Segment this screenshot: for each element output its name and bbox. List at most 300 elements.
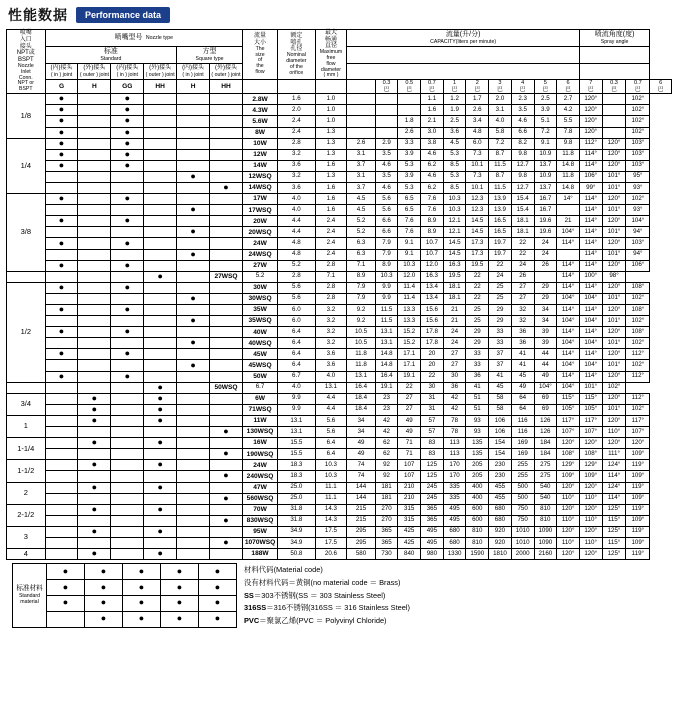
model-cell: 14W [242, 160, 277, 171]
free-en-5: ( mm ) [323, 72, 339, 79]
capacity-cell: 49 [534, 371, 557, 382]
capacity-cell: 6.3 [347, 249, 375, 260]
capacity-cell: 37 [489, 360, 512, 371]
capacity-cell: 600 [466, 515, 489, 526]
spray-angle-cell: 114° [579, 194, 602, 205]
capacity-cell: 27 [443, 360, 466, 371]
capacity-cell: 12.1 [443, 216, 466, 227]
free-flow-cell: 3.2 [315, 305, 347, 316]
capacity-cell: 7.9 [347, 293, 375, 304]
availability-dot: ● [58, 348, 65, 359]
spray-angle-cell: 109° [626, 515, 650, 526]
model-cell: 130WSQ [242, 427, 277, 438]
availability-dot: ● [58, 326, 65, 337]
spray-angle-cell: 120° [579, 94, 602, 105]
capacity-cell: 184 [534, 438, 557, 449]
code-text-2: ＝303不锈钢(SS ＝ 303 Stainless Steel) [253, 590, 386, 600]
availability-dot: ● [157, 437, 163, 448]
capacity-cell: 1.9 [443, 105, 466, 116]
nozzle-mark-cell [144, 160, 177, 171]
capacity-cell: 10.1 [466, 160, 489, 171]
capacity-cell: 4.5 [443, 138, 466, 149]
nozzle-mark-cell [111, 549, 144, 560]
capacity-cell: 19.5 [466, 260, 489, 271]
nozzle-mark-cell [111, 526, 144, 537]
model-cell: 24WSQ [242, 249, 277, 260]
availability-dot: ● [176, 565, 183, 576]
capacity-cell: 5.8 [489, 127, 512, 138]
capacity-cell: 3.9 [398, 149, 421, 160]
nozzle-mark-cell [210, 338, 243, 349]
capacity-cell: 1590 [466, 549, 489, 560]
availability-dot: ● [214, 581, 221, 592]
nozzle-mark-cell [111, 260, 144, 271]
orifice-cell: 5.2 [278, 260, 315, 271]
inlet-cn-2: 入口 [19, 37, 32, 43]
capacity-cell: 14.5 [466, 216, 489, 227]
nozzle-mark-cell [111, 316, 144, 327]
capacity-cell: 10.5 [347, 327, 375, 338]
capacity-cell: 16.4 [375, 371, 398, 382]
capacity-cell: 17.8 [421, 338, 444, 349]
table-row [7, 393, 672, 404]
capacity-cell: 4.6 [421, 171, 444, 182]
availability-dot: ● [176, 597, 183, 608]
free-flow-cell: 11.1 [315, 493, 347, 504]
nozzle-mark-cell [45, 194, 78, 205]
availability-dot: ● [157, 525, 163, 536]
spray-angle-cell: 115° [579, 393, 602, 404]
nozzle-mark-cell [111, 537, 144, 548]
nozzle-mark-cell [177, 260, 210, 271]
capacity-cell: 810 [466, 537, 489, 548]
nozzle-mark-cell [177, 415, 210, 426]
capacity-cell: 114° [557, 349, 580, 360]
nozzle-mark-cell [111, 438, 144, 449]
capacity-cell: 16.4 [347, 382, 375, 393]
capacity-cell: 495 [443, 504, 466, 515]
nozzle-mark-cell [210, 227, 243, 238]
capacity-cell: 13.7 [534, 160, 557, 171]
performance-table [6, 29, 672, 560]
nozzle-type-en: Nozzle type [145, 35, 174, 42]
nozzle-mark-cell [78, 327, 111, 338]
material-mark-cell [123, 611, 161, 627]
capacity-cell: 6.3 [347, 238, 375, 249]
capacity-cell: 26 [534, 260, 557, 271]
capacity-cell: 64 [511, 404, 534, 415]
free-cn-1: 最大 [324, 30, 337, 36]
spray-angle-cell: 120° [579, 438, 602, 449]
availability-dot: ● [190, 315, 196, 326]
material-mark-cell [47, 580, 85, 596]
free-flow-cell: 20.6 [315, 549, 347, 560]
nozzle-mark-cell [78, 427, 111, 438]
capacity-cell: 5.6 [375, 205, 398, 216]
model-cell: 190WSQ [242, 449, 277, 460]
material-mark-cell [161, 611, 199, 627]
model-cell: 70W [242, 504, 277, 515]
capacity-cell: 39 [534, 327, 557, 338]
nozzle-mark-cell [45, 338, 78, 349]
availability-dot: ● [91, 548, 98, 559]
spray-angle-cell: 120° [602, 138, 626, 149]
free-flow-cell: 2.4 [315, 249, 347, 260]
table-row [7, 127, 672, 138]
capacity-cell: 49 [347, 438, 375, 449]
nozzle-mark-cell [144, 327, 177, 338]
capacity-cn: 流量(升/分) [445, 30, 481, 38]
capacity-cell: 680 [443, 526, 466, 537]
capacity-cell: 6.5 [398, 194, 421, 205]
spray-angle-cell: 120° [579, 116, 602, 127]
availability-dot: ● [100, 581, 107, 592]
capacity-cell: 3.5 [375, 171, 398, 182]
spray-angle-cell: 103° [626, 149, 650, 160]
capacity-cell: 105° [557, 404, 580, 415]
nozzle-mark-cell [45, 349, 78, 360]
capacity-cell: 4.6 [375, 182, 398, 193]
capacity-cell: 7.6 [398, 216, 421, 227]
capacity-cell: 25 [489, 282, 512, 293]
subhead-letter-0: G [45, 80, 78, 94]
spray-angle-cell: 103° [626, 238, 650, 249]
availability-dot: ● [124, 115, 130, 126]
table-row [7, 160, 672, 171]
capacity-cell: 16.7 [534, 194, 557, 205]
table-row [7, 260, 672, 271]
inlet-size-cell: 1-1/4 [7, 438, 46, 460]
capacity-cell: 135 [466, 449, 489, 460]
nozzle-mark-cell [210, 526, 243, 537]
spray-angle-cell: 101° [602, 338, 626, 349]
material-mark-cell [47, 595, 85, 611]
nozzle-mark-cell [45, 427, 78, 438]
free-flow-cell: 1.3 [315, 171, 347, 182]
availability-dot: ● [58, 281, 65, 292]
capacity-cell: 8.9 [375, 260, 398, 271]
orifice-cell: 18.3 [278, 460, 315, 471]
spray-angle-cell: 120° [579, 549, 602, 560]
capacity-cell: 30 [421, 382, 444, 393]
capacity-cell: 22 [511, 238, 534, 249]
capacity-cell: 93 [466, 415, 489, 426]
availability-dot: ● [157, 459, 163, 470]
spray-angle-cell: 125° [602, 549, 626, 560]
capacity-cell: 19.7 [489, 238, 512, 249]
inlet-cn-1: 喷嘴 [19, 30, 32, 37]
model-cell: 47W [242, 482, 277, 493]
capacity-cell: 44 [534, 349, 557, 360]
table-row [7, 427, 672, 438]
free-en-4: diameter [320, 66, 342, 73]
capacity-cell: 7.6 [398, 227, 421, 238]
capacity-cell: 120° [557, 549, 580, 560]
capacity-cell: 730 [375, 549, 398, 560]
model-cell: 71WSQ [242, 404, 277, 415]
capacity-cell: 13.1 [375, 338, 398, 349]
capacity-cell: 114° [557, 327, 580, 338]
availability-dot: ● [58, 259, 65, 270]
capacity-cell: 10.1 [466, 182, 489, 193]
material-mark-cell [123, 564, 161, 580]
capacity-cell: 13.3 [398, 305, 421, 316]
table-row [7, 504, 672, 515]
nozzle-mark-cell [78, 260, 111, 271]
capacity-cell: 2.6 [398, 127, 421, 138]
spray-angle-cell: 120° [602, 282, 626, 293]
capacity-cell: 3.5 [511, 105, 534, 116]
capacity-cell: 3.7 [347, 182, 375, 193]
spray-angle-cell: 120° [579, 127, 602, 138]
capacity-cell: 144 [347, 482, 375, 493]
capacity-cell: 18.1 [511, 227, 534, 238]
capacity-cell: 13.9 [489, 194, 512, 205]
table-row [7, 360, 672, 371]
subhead-letter-2: GG [111, 80, 144, 94]
capacity-cell: 10.9 [534, 171, 557, 182]
capacity-cell: 29 [489, 305, 512, 316]
availability-dot: ● [62, 597, 69, 608]
capacity-cell: 8.2 [511, 138, 534, 149]
nozzle-mark-cell [111, 227, 144, 238]
nozzle-mark-cell [111, 238, 144, 249]
nozzle-mark-cell [144, 526, 177, 537]
nozzle-mark-cell [210, 182, 243, 193]
capacity-cell: 7.1 [347, 260, 375, 271]
nozzle-mark-cell [177, 282, 210, 293]
free-flow-cell: 17.5 [315, 537, 347, 548]
capacity-cell: 17.3 [466, 238, 489, 249]
table-row [7, 415, 672, 426]
capacity-cell: 8.7 [489, 149, 512, 160]
table-row [7, 382, 672, 393]
code-line-1 [244, 577, 410, 590]
material-mark-cell [85, 580, 123, 596]
nozzle-mark-cell [111, 349, 144, 360]
nozzle-mark-cell [144, 482, 177, 493]
availability-dot: ● [157, 548, 163, 559]
spray-angle-cell: 120° [602, 160, 626, 171]
inlet-size-cell: 3/4 [7, 393, 46, 415]
nozzle-mark-cell [144, 227, 177, 238]
spray-angle-cell: 104° [626, 216, 650, 227]
capacity-cell: 45 [511, 371, 534, 382]
nozzle-mark-cell [78, 271, 111, 282]
nozzle-mark-cell [210, 160, 243, 171]
capacity-cell: 270 [375, 515, 398, 526]
capacity-cell: 62 [375, 449, 398, 460]
model-cell: 16W [242, 438, 277, 449]
material-mark-cell [199, 595, 237, 611]
availability-dot: ● [124, 137, 130, 148]
angle-pressure-header-2: 6 巴 [650, 80, 672, 94]
model-cell: 14WSQ [242, 182, 277, 193]
capacity-cell: 18.1 [443, 282, 466, 293]
capacity-cell: 840 [398, 549, 421, 560]
spray-angle-cell: 94° [626, 227, 650, 238]
nozzle-mark-cell [177, 460, 210, 471]
nozzle-mark-cell [210, 149, 243, 160]
nozzle-mark-cell [111, 371, 144, 382]
capacity-cell: 2.9 [375, 138, 398, 149]
outer-cn-b: (外)接头 [149, 64, 172, 71]
spray-angle-cell: 98° [602, 271, 626, 282]
nozzle-mark-cell [78, 305, 111, 316]
capacity-cell: 109° [557, 471, 580, 482]
nozzle-mark-cell [210, 393, 243, 404]
capacity-cell: 33 [466, 360, 489, 371]
availability-dot: ● [58, 93, 65, 104]
capacity-cell: 5.3 [398, 182, 421, 193]
capacity-cell: 23 [375, 393, 398, 404]
capacity-cell: 33 [466, 349, 489, 360]
spray-angle-cell: 117° [579, 415, 602, 426]
spray-angle-cell: 119° [626, 549, 650, 560]
model-cell: 240WSQ [242, 471, 277, 482]
model-cell: 20WSQ [242, 227, 277, 238]
capacity-cell: 104° [557, 338, 580, 349]
spray-angle-cell: 120° [602, 371, 626, 382]
nozzle-mark-cell [210, 360, 243, 371]
capacity-cell: 7.3 [466, 171, 489, 182]
free-flow-cell: 2.8 [278, 271, 315, 282]
nozzle-mark-cell [210, 238, 243, 249]
capacity-cell: 455 [489, 482, 512, 493]
capacity-cell: 245 [421, 493, 444, 504]
capacity-cell: 13.4 [421, 293, 444, 304]
capacity-cell: 110° [557, 515, 580, 526]
outer-en-a: ( outer ) joint [79, 71, 109, 78]
model-cell: 45WSQ [242, 360, 277, 371]
capacity-cell: 27 [443, 349, 466, 360]
capacity-cell: 540 [534, 493, 557, 504]
nozzle-mark-cell [210, 371, 243, 382]
nozzle-mark-cell [111, 105, 144, 116]
capacity-cell: 15.4 [511, 194, 534, 205]
capacity-cell: 16.5 [489, 216, 512, 227]
nozzle-mark-cell [45, 216, 78, 227]
spray-angle-cell: 101° [602, 249, 626, 260]
pressure-header-0.7: 0.7 巴 [421, 80, 444, 94]
nozzle-mark-cell [210, 415, 243, 426]
capacity-cell: 425 [398, 537, 421, 548]
nozzle-mark-cell [177, 526, 210, 537]
capacity-cell: 15.2 [398, 338, 421, 349]
nozzle-mark-cell [111, 460, 144, 471]
orifice-en-1: Nominal [286, 52, 306, 59]
table-row [7, 194, 672, 205]
spray-angle-cell: 101° [602, 227, 626, 238]
nozzle-mark-cell [177, 371, 210, 382]
capacity-cell: 14° [557, 194, 580, 205]
nozzle-mark-cell [210, 127, 243, 138]
model-cell: 40WSQ [242, 338, 277, 349]
nozzle-mark-cell [78, 138, 111, 149]
capacity-cell: 34 [534, 305, 557, 316]
nozzle-mark-cell [111, 94, 144, 105]
capacity-cell: 29 [489, 316, 512, 327]
free-flow-cell: 1.6 [315, 160, 347, 171]
capacity-cell: 181 [375, 482, 398, 493]
availability-dot: ● [58, 370, 65, 381]
nozzle-mark-cell [111, 171, 144, 182]
capacity-cell: 114° [557, 305, 580, 316]
nozzle-mark-cell [78, 371, 111, 382]
capacity-cell: 980 [421, 549, 444, 560]
spray-angle-cell: 109° [626, 537, 650, 548]
capacity-cell: 57 [421, 427, 444, 438]
capacity-cell: 18.1 [511, 216, 534, 227]
spray-angle-cell: 102° [626, 360, 650, 371]
free-flow-cell: 1.6 [315, 182, 347, 193]
capacity-cell: 215 [347, 515, 375, 526]
inlet-size-cell: 4 [7, 549, 46, 560]
spray-angle-cell: 105° [579, 404, 602, 415]
capacity-cell: 11.4 [398, 293, 421, 304]
capacity-cell: 680 [443, 537, 466, 548]
spray-angle-cell: 104° [579, 316, 602, 327]
spray-angle-cell: 114° [579, 227, 602, 238]
spray-angle-cell: 108° [626, 305, 650, 316]
orifice-cell: 4.4 [278, 227, 315, 238]
availability-dot: ● [124, 193, 130, 204]
availability-dot: ● [124, 304, 130, 315]
capacity-cell: 11.4 [398, 282, 421, 293]
table-row [7, 493, 672, 504]
free-flow-cell: 4.4 [315, 393, 347, 404]
spray-angle-cell: 114° [579, 149, 602, 160]
capacity-cell: 10.7 [421, 249, 444, 260]
availability-dot: ● [124, 259, 130, 270]
nozzle-mark-cell [111, 449, 144, 460]
nozzle-mark-cell [111, 515, 144, 526]
nozzle-mark-cell [144, 360, 177, 371]
nozzle-mark-cell [45, 182, 78, 193]
capacity-cell: 600 [466, 504, 489, 515]
pressure-header-3: 3 巴 [489, 80, 512, 94]
spray-angle-cell: 101° [602, 171, 626, 182]
code-line-3 [244, 602, 410, 615]
inlet-size-cell: 2 [7, 482, 46, 504]
material-mark-cell [85, 611, 123, 627]
nozzle-mark-cell [144, 194, 177, 205]
nozzle-mark-cell [78, 149, 111, 160]
spray-angle-cell: 102° [626, 116, 650, 127]
capacity-cell: 7.9 [375, 249, 398, 260]
capacity-cell: 255 [511, 471, 534, 482]
free-flow-cell: 1.3 [315, 127, 347, 138]
nozzle-type-cn: 喷嘴型号 [114, 34, 143, 42]
availability-dot: ● [91, 503, 98, 514]
capacity-cell: 10.3 [375, 271, 398, 282]
material-mark-cell [85, 564, 123, 580]
spray-angle-cell: 102° [626, 293, 650, 304]
availability-dot: ● [176, 581, 183, 592]
orifice-cell: 5.6 [278, 282, 315, 293]
capacity-cell [375, 105, 398, 116]
table-row [7, 316, 672, 327]
capacity-cell: 7.9 [347, 282, 375, 293]
spray-angle-cell: 107° [626, 427, 650, 438]
code-line-0 [244, 564, 410, 577]
capacity-cell: 114° [557, 282, 580, 293]
capacity-cell: 580 [347, 549, 375, 560]
capacity-cell: 92 [375, 460, 398, 471]
capacity-cell: 9.8 [511, 171, 534, 182]
orifice-cn-1: 额定 [290, 32, 303, 39]
capacity-cell: 5.3 [443, 149, 466, 160]
